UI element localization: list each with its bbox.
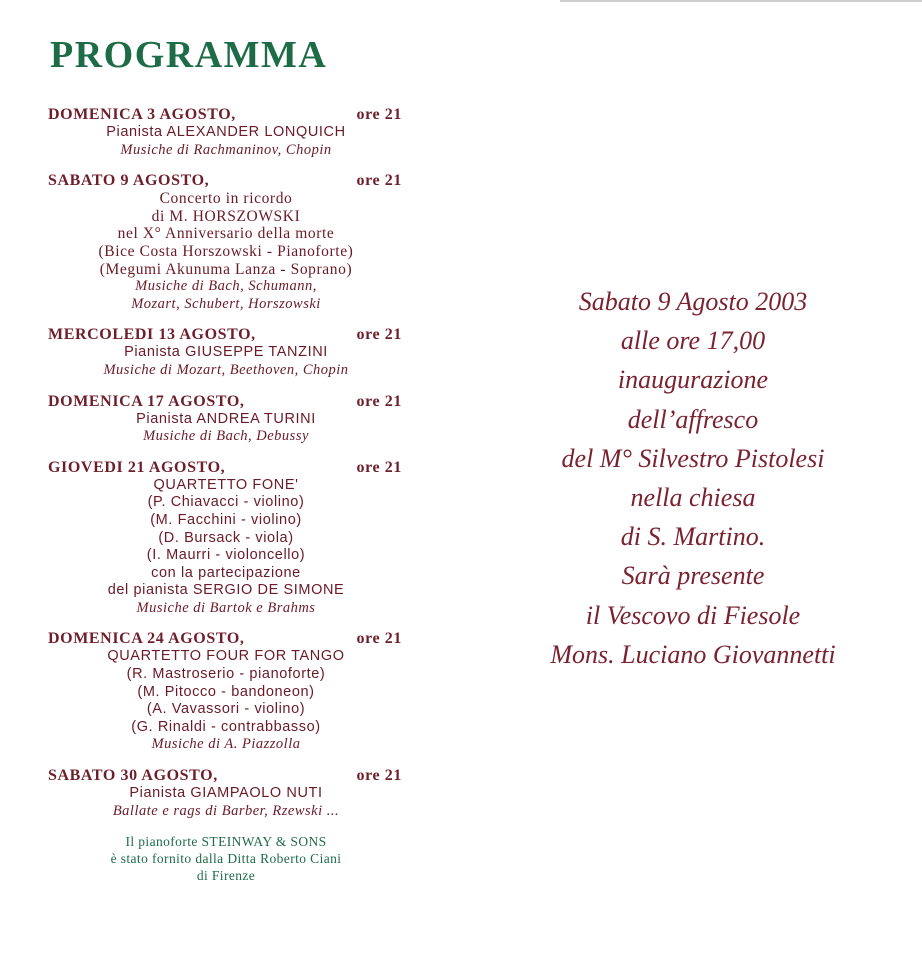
announcement-line: nella chiesa — [630, 483, 756, 513]
event-header — [40, 767, 412, 785]
event-detail-line: (Bice Costa Horszowski - Pianoforte) — [98, 242, 354, 260]
event-detail-line: del pianista SERGIO DE SIMONE — [107, 582, 345, 599]
event-detail-line: (R. Mastroserio - pianoforte) — [126, 666, 326, 683]
event-detail-line: (Megumi Akunuma Lanza - Soprano) — [99, 260, 353, 278]
event-header — [40, 630, 412, 648]
announcement-line: inaugurazione — [617, 365, 769, 395]
announcement-line: del M° Silvestro Pistolesi — [561, 443, 825, 473]
event-time: ore 21 — [356, 106, 402, 123]
event-detail-line: di M. HORSZOWSKI — [151, 207, 301, 225]
event-detail-line: (D. Bursack - viola) — [158, 529, 294, 546]
event-repertoire: Musiche di Bach, Schumann, — [135, 278, 317, 295]
inauguration-announcement — [470, 282, 916, 674]
event-header — [40, 172, 412, 190]
event-repertoire: Ballate e rags di Barber, Rzewski ... — [112, 802, 340, 819]
event-list — [40, 106, 412, 820]
event-date: DOMENICA 3 AGOSTO, — [48, 106, 236, 123]
event-date: MERCOLEDI 13 AGOSTO, — [48, 326, 256, 344]
event-block — [40, 106, 412, 159]
announcement-line: Sabato 9 Agosto 2003 — [578, 287, 808, 316]
event-block — [40, 459, 412, 618]
event-date: DOMENICA 24 AGOSTO, — [48, 630, 245, 648]
event-date: DOMENICA 17 AGOSTO, — [48, 392, 245, 410]
sponsor-note-line: è stato fornito dalla Ditta Roberto Ciani — [110, 851, 342, 867]
event-repertoire: Musiche di Mozart, Beethoven, Chopin — [103, 361, 349, 378]
announcement-line: alle ore 17,00 — [620, 326, 766, 356]
sponsor-note-line: di Firenze — [196, 868, 256, 884]
event-time: ore 21 — [356, 767, 402, 785]
event-date: SABATO 9 AGOSTO, — [48, 172, 210, 190]
event-detail-line: (A. Vavassori - violino) — [146, 701, 306, 718]
top-rule — [560, 0, 922, 2]
event-header — [40, 393, 412, 411]
event-block — [40, 630, 412, 754]
event-block — [40, 393, 412, 446]
program-column — [40, 36, 412, 884]
event-block — [40, 326, 412, 379]
event-detail-line: nel X° Anniversario della morte — [117, 225, 335, 243]
announcement-line: Mons. Luciano Giovannetti — [550, 639, 836, 669]
event-time: ore 21 — [356, 458, 402, 476]
event-detail-line: (I. Maurri - violoncello) — [146, 547, 306, 564]
event-time: ore 21 — [356, 326, 402, 344]
event-detail-line: Pianista ALEXANDER LONQUICH — [106, 124, 346, 140]
event-repertoire: Musiche di A. Piazzolla — [151, 736, 301, 753]
event-date: SABATO 30 AGOSTO, — [48, 767, 218, 785]
event-block — [40, 767, 412, 820]
event-detail-line: QUARTETTO FOUR FOR TANGO — [107, 648, 345, 665]
event-detail-line: QUARTETTO FONE' — [153, 476, 299, 493]
event-detail-line: (G. Rinaldi - contrabbasso) — [131, 718, 321, 735]
event-detail-line: Pianista GIUSEPPE TANZINI — [124, 344, 328, 361]
event-detail-line: (M. Pitocco - bandoneon) — [137, 683, 315, 700]
event-header — [40, 106, 412, 124]
event-detail-line: Pianista ANDREA TURINI — [136, 410, 316, 427]
sponsor-note-line: Il pianoforte STEINWAY & SONS — [125, 834, 327, 850]
announcement-line: di S. Martino. — [620, 522, 766, 552]
event-time: ore 21 — [356, 172, 402, 190]
event-detail-line: con la partecipazione — [151, 564, 301, 581]
event-detail-line: (M. Facchini - violino) — [150, 511, 302, 528]
announcement-line: dell’affresco — [627, 404, 759, 434]
sponsor-note — [40, 833, 412, 884]
event-header — [40, 326, 412, 344]
event-detail-line: (P. Chiavacci - violino) — [147, 494, 305, 511]
event-repertoire: Musiche di Rachmaninov, Chopin — [120, 141, 332, 158]
announcement-line: il Vescovo di Fiesole — [585, 600, 801, 630]
event-detail-line: Pianista GIAMPAOLO NUTI — [129, 785, 323, 802]
event-repertoire: Mozart, Schubert, Horszowski — [131, 295, 321, 312]
event-time: ore 21 — [356, 392, 402, 410]
event-time: ore 21 — [356, 630, 402, 648]
page-title: PROGRAMMA — [50, 34, 328, 76]
announcement-line: Sarà presente — [621, 561, 765, 591]
event-block — [40, 172, 412, 313]
event-repertoire: Musiche di Bartok e Brahms — [136, 599, 316, 616]
event-date: GIOVEDI 21 AGOSTO, — [48, 458, 226, 476]
event-detail-line: Concerto in ricordo — [159, 190, 293, 208]
event-repertoire: Musiche di Bach, Debussy — [143, 428, 309, 445]
event-header — [40, 459, 412, 477]
